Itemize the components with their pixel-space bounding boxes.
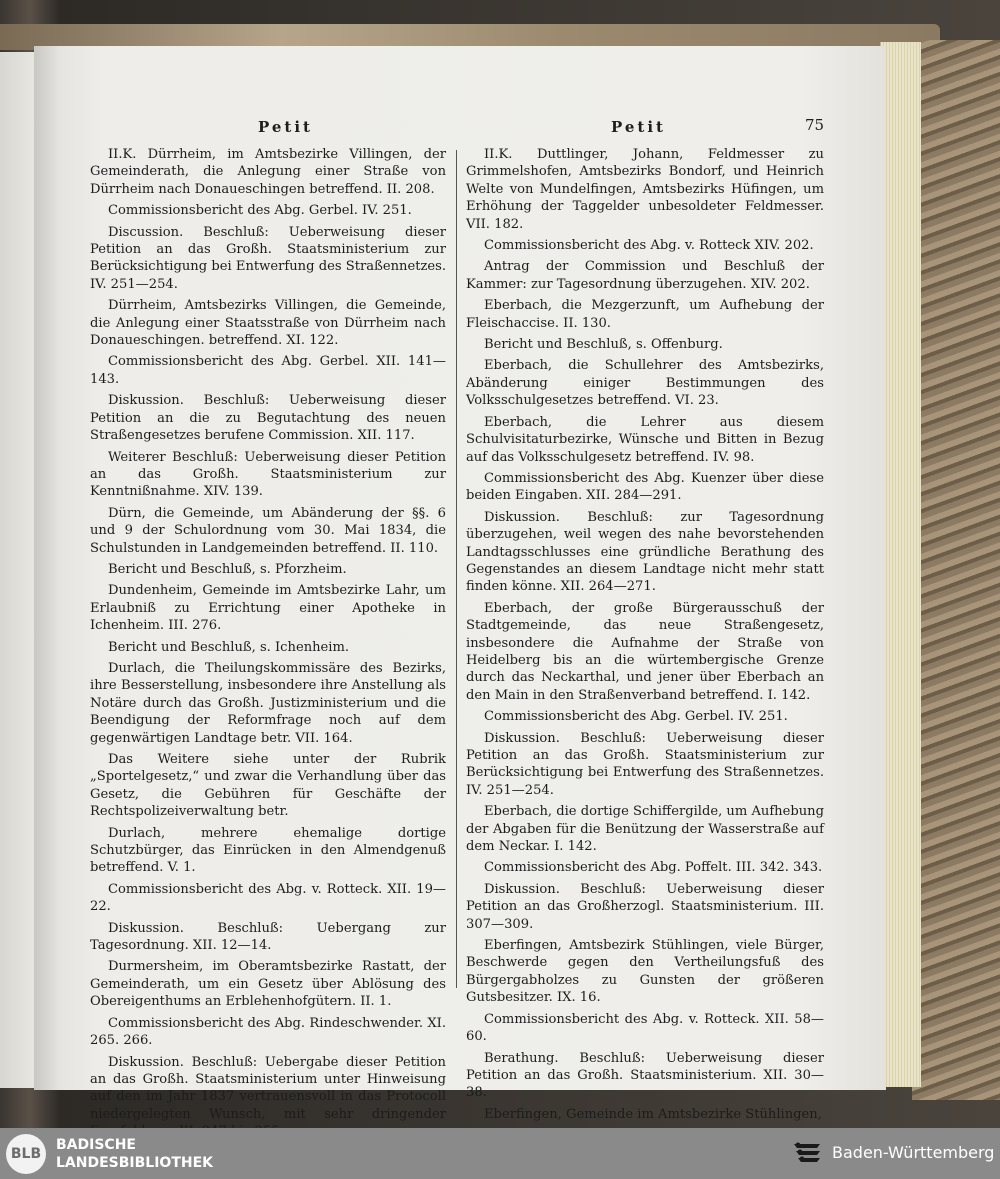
- entry: Eberbach, die Mezgerzunft, um Aufhebung der Fleischaccise. II. 130.: [466, 298, 824, 331]
- entry: Diskussion. Beschluß: Ueberweisung dieser Petition an die zu Begutachtung des neuen Straßengesetzes berufene Commission. XII. 117.: [90, 393, 446, 444]
- entry: Commissionsbericht des Abg. v. Rotteck. XII. 58—60.: [466, 1011, 824, 1045]
- entry: Eberbach, die Schullehrer des Amtsbezirks, Abänderung einiger Bestimmungen des Volksschulgesetzes betreffend. VI. 23.: [466, 358, 824, 409]
- entry: Commissionsbericht des Abg. v. Rotteck XIV. 202.: [484, 238, 814, 254]
- entry: Commissionsbericht des Abg. Gerbel. IV. 251.: [108, 203, 412, 219]
- blb-logo[interactable]: BLB: [6, 1134, 46, 1174]
- entry: Eberbach, die dortige Schiffergilde, um Aufhebung der Abgaben für die Benützung der Wasserstraße auf dem Neckar. I. 142.: [466, 804, 824, 855]
- entry: II.K. Duttlinger, Johann, Feldmesser zu Grimmelshofen, Amtsbezirks Bondorf, und Heinrich Welte von Mundelfingen, Amtsbezirks Hüfingen, um Erhöhung der Taggelder unbesoldeter Feldmesser. VII. 182.: [466, 147, 824, 232]
- state-name[interactable]: Baden-Württemberg: [832, 1143, 995, 1162]
- entry: Weiterer Beschluß: Ueberweisung dieser Petition an das Großh. Staatsministerium zur Kenntnißnahme. XIV. 139.: [90, 449, 446, 500]
- entry: Eberfingen, Gemeinde im Amtsbezirke Stühlingen,: [484, 1106, 822, 1122]
- entry: Antrag der Commission und Beschluß der Kammer: zur Tagesordnung überzugehen. XIV. 202.: [466, 259, 824, 292]
- lions-crest-icon: [790, 1136, 826, 1172]
- left-column: [90, 146, 446, 1145]
- entry: Diskussion. Beschluß: Ueberweisung dieser Petition an das Großherzogl. Staatsministerium. III. 307—309.: [466, 881, 824, 932]
- entry: Diskussion. Beschluß: Uebergang zur Tagesordnung. XII. 12—14.: [90, 920, 446, 954]
- left-running-head: Petit: [258, 118, 313, 136]
- entry: Bericht und Beschluß, s. Ichenheim.: [108, 639, 350, 655]
- entry: Berathung. Beschluß: Ueberweisung dieser Petition an das Großh. Staatsministerium. XII. 30—38.: [466, 1050, 824, 1101]
- entry: Dürn, die Gemeinde, um Abänderung der §§. 6 und 9 der Schulordnung vom 30. Mai 1834, die Schulstunden in Landgemeinden betreffend. II. 110.: [90, 505, 446, 556]
- entry: Bericht und Beschluß, s. Pforzheim.: [108, 561, 347, 577]
- entry: Diskussion. Beschluß: zur Tagesordnung überzugehen, weil wegen des nahe bevorstehenden Landtagsschlusses eine gründliche Berathung des Gegenstandes an diesem Landtage nicht mehr statt finden könne. XII. 264—271.: [466, 509, 824, 595]
- entry: Commissionsbericht des Abg. Gerbel. IV. 251.: [484, 709, 788, 725]
- entry: Das Weitere siehe unter der Rubrik „Sportelgesetz,“ und zwar die Verhandlung über das Gesetz, die Gebühren für Geschäfte der Rechtspolizeiverwaltung betr.: [90, 752, 446, 820]
- library-name[interactable]: [56, 1136, 213, 1172]
- entry: Eberbach, die Lehrer aus diesem Schulvisitaturbezirke, Wünsche und Bitten in Bezug auf das Volksschulgesetz betreffend. IV. 98.: [466, 414, 824, 465]
- right-column: [466, 146, 824, 1127]
- page-edges: [880, 42, 921, 1087]
- entry: Durlach, mehrere ehemalige dortige Schutzbürger, das Einrücken in den Almendgenuß betreffend. V. 1.: [90, 825, 446, 876]
- entry: Durlach, die Theilungskommissäre des Bezirks, ihre Besserstellung, insbesondere ihre Anstellung als Notäre durch das Großh. Justizministerium und die Beendigung der Reformfrage noch auf dem gegenwärtigen Landtage betr. VII. 164.: [90, 660, 446, 746]
- entry: Diskussion. Beschluß: Uebergabe dieser Petition an das Großh. Staatsministerium unter Hinweisung auf den im Jahr 1837 vertrauensvoll in das Protocoll niedergelegten Wunsch, mit sehr dringender: [90, 1054, 446, 1122]
- entry: Discussion. Beschluß: Ueberweisung dieser Petition an das Großh. Staatsministerium zur Berücksichtigung bei Entwerfung des Straßennetzes. IV. 251—254.: [90, 224, 446, 292]
- footer-bar: [0, 1128, 1000, 1179]
- page-number: 75: [805, 116, 825, 134]
- entry: Commissionsbericht des Abg. Kuenzer über diese beiden Eingaben. XII. 284—291.: [466, 470, 824, 504]
- entry: Bericht und Beschluß, s. Offenburg.: [484, 337, 723, 353]
- entry: Eberfingen, Amtsbezirk Stühlingen, viele Bürger, Beschwerde gegen den Vertheilungsfuß des Bürgergabholzes zu Gunsten der größeren Gutsbesitzer. IX. 16.: [466, 938, 824, 1006]
- entry: Commissionsbericht des Abg. Poffelt. III. 342. 343.: [484, 860, 823, 876]
- left-page-sliver: [0, 52, 34, 1088]
- library-name-line2: LANDESBIBLIOTHEK: [56, 1155, 214, 1171]
- book-cover-edge: [912, 40, 1000, 1100]
- entry: Diskussion. Beschluß: Ueberweisung dieser Petition an das Großh. Staatsministerium zur Berücksichtigung bei Entwerfung des Straßennetzes. IV. 251—254.: [466, 730, 824, 798]
- column-divider: [456, 150, 457, 988]
- entry: Dürrheim, Amtsbezirks Villingen, die Gemeinde, die Anlegung einer Staatsstraße von Dürrheim nach Donaueschingen. betreffend. XI. 122.: [90, 298, 446, 349]
- library-name-line1: BADISCHE: [56, 1137, 136, 1153]
- entry: Dundenheim, Gemeinde im Amtsbezirke Lahr, um Erlaubniß zu Errichtung einer Apotheke in Ichenheim. III. 276.: [90, 583, 446, 634]
- entry: II.K. Dürrheim, im Amtsbezirke Villingen, der Gemeinderath, die Anlegung einer Straße von Dürrheim nach Donaueschingen betreffend. II. 208.: [90, 147, 446, 197]
- entry: Commissionsbericht des Abg. v. Rotteck. XII. 19—22.: [90, 881, 446, 915]
- right-running-head: Petit: [611, 118, 666, 136]
- entry: Commissionsbericht des Abg. Gerbel. XII. 141—143.: [90, 354, 446, 387]
- entry: Durmersheim, im Oberamtsbezirke Rastatt, der Gemeinderath, um ein Gesetz über Ablösung des Obereigenthums an Erblehenhofgütern. II. 1.: [90, 959, 446, 1010]
- entry: Eberbach, der große Bürgerausschuß der Stadtgemeinde, das neue Straßengesetz, insbesondere die Aufnahme der Straße von Heidelberg bis an die würtembergische Grenze durch das Neckarthal, und jener über Eberbach an den Main in den Straßenverband betreffend. I. 142.: [466, 600, 824, 703]
- entry: Commissionsbericht des Abg. Rindeschwender. XI. 265. 266.: [90, 1015, 446, 1049]
